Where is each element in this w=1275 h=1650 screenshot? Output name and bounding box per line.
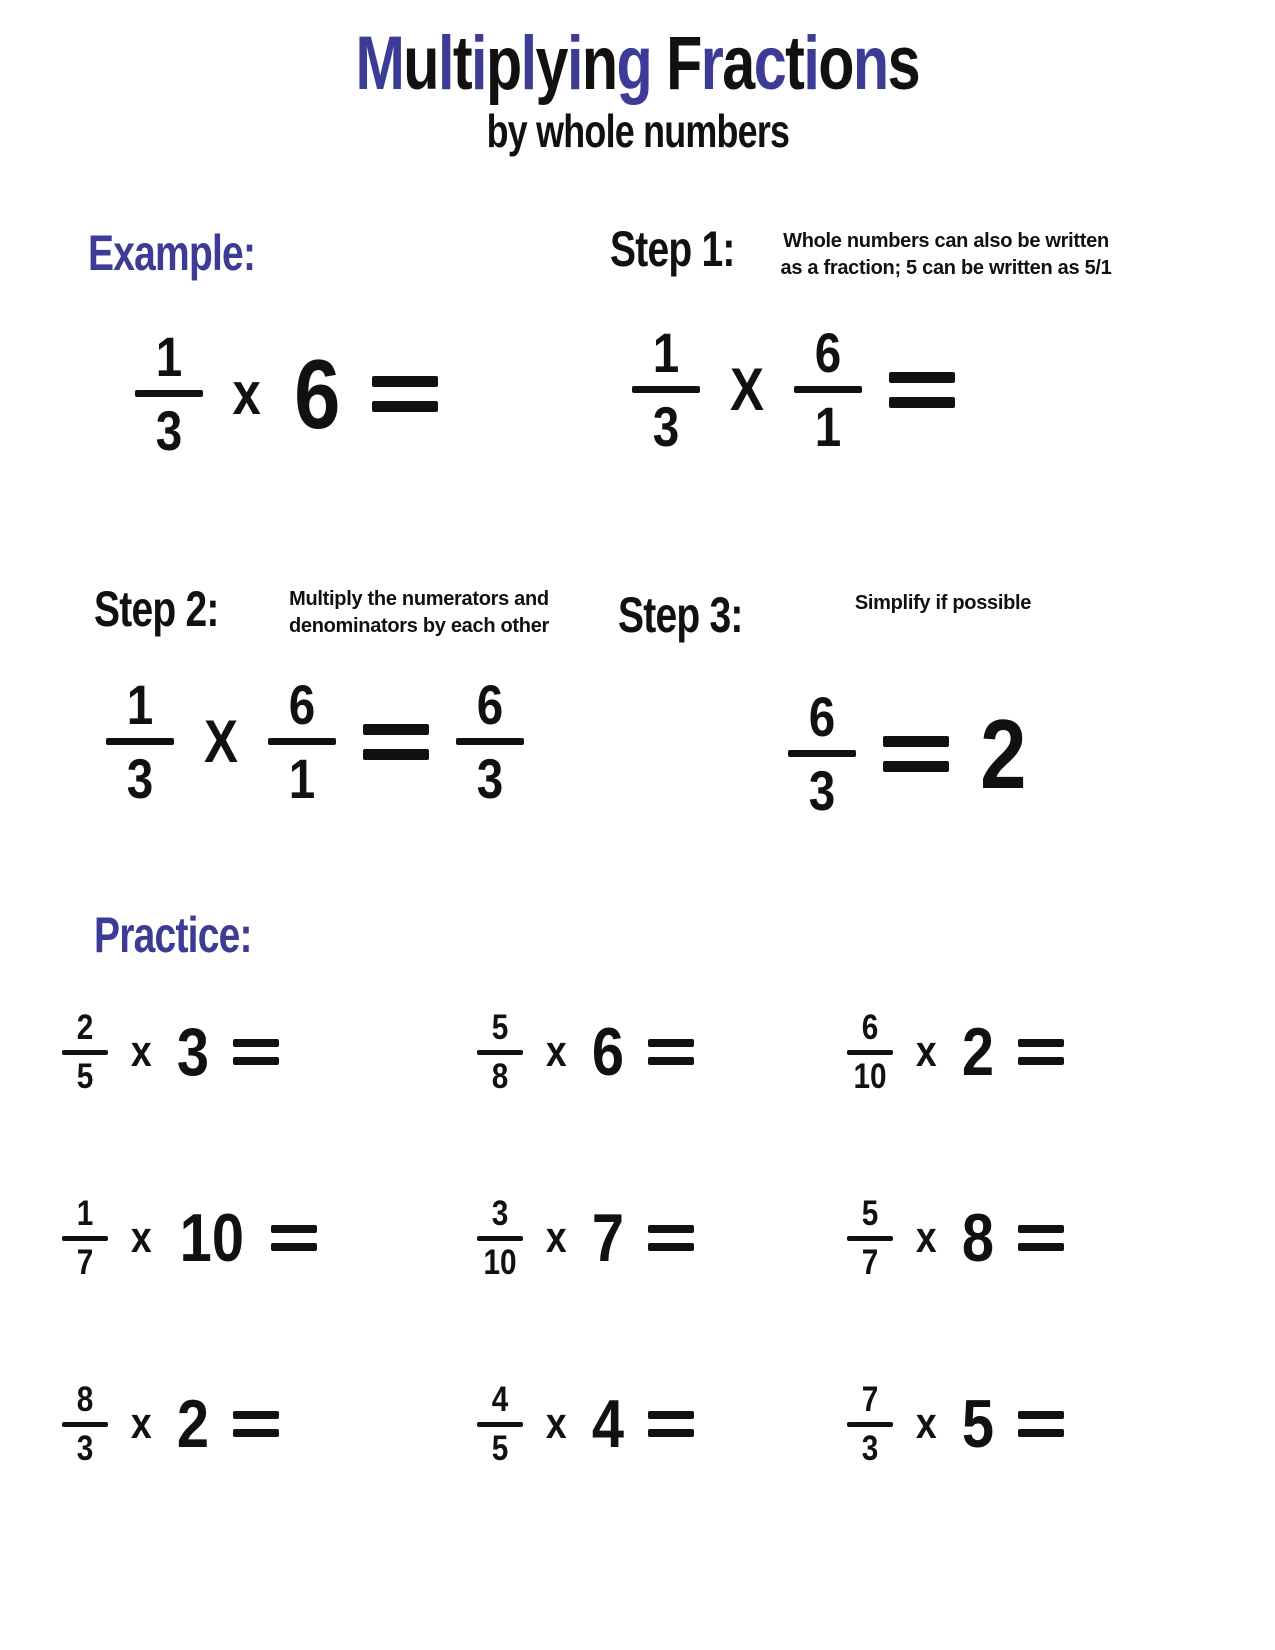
practice-problem (62, 1379, 477, 1468)
fraction (135, 325, 203, 463)
fraction-bar (62, 1050, 108, 1055)
title-letter: i (803, 21, 819, 106)
multiply-operator: X (204, 707, 239, 775)
fraction-bar (477, 1050, 523, 1055)
fraction-bar (477, 1422, 523, 1427)
fraction-numerator: 6 (861, 1007, 879, 1047)
step2-note (278, 586, 560, 640)
whole-number: 6 (592, 1014, 625, 1090)
whole-number: 4 (592, 1386, 625, 1462)
fraction-bar (62, 1422, 108, 1427)
fraction-denominator: 1 (288, 747, 316, 811)
fraction-denominator: 3 (861, 1428, 879, 1468)
fraction-bar (632, 386, 700, 393)
fraction-numerator: 5 (491, 1007, 509, 1047)
step3-note: Simplify if possible (854, 592, 1032, 614)
title-letter: M (355, 21, 404, 106)
fraction (62, 1193, 108, 1282)
fraction-numerator: 6 (476, 673, 504, 736)
fraction (268, 673, 336, 811)
title-letter: l (438, 21, 454, 106)
fraction-denominator: 10 (853, 1056, 887, 1096)
fraction (794, 321, 862, 459)
equals-sign (363, 724, 429, 760)
fraction-denominator: 5 (76, 1056, 94, 1096)
fraction-denominator: 8 (491, 1056, 509, 1096)
fraction (477, 1193, 523, 1282)
fraction-numerator: 1 (76, 1193, 94, 1233)
title-letter: i (471, 21, 487, 106)
multiply-operator: x (130, 1213, 152, 1262)
practice-problem (847, 1379, 1064, 1468)
practice-grid (62, 996, 1064, 1480)
multiply-operator: x (915, 1399, 937, 1448)
fraction-numerator: 1 (155, 325, 183, 388)
step1-heading: Step 1: (610, 221, 735, 277)
multiply-operator: X (730, 355, 765, 423)
page-subtitle: by whole numbers (486, 105, 789, 157)
fraction-bar (477, 1236, 523, 1241)
practice-problem (62, 1193, 477, 1282)
title-block (0, 21, 1275, 157)
fraction (62, 1379, 108, 1468)
title-letter: F (666, 21, 702, 106)
title-letter: t (785, 21, 804, 106)
fraction-denominator: 3 (126, 747, 154, 811)
step3-equation (788, 685, 1031, 823)
equals-sign (889, 372, 955, 408)
fraction-denominator: 5 (491, 1428, 509, 1468)
fraction-bar (847, 1236, 893, 1241)
fraction-bar (62, 1236, 108, 1241)
title-letter: r (701, 21, 723, 106)
fraction-bar (268, 738, 336, 745)
title-line (0, 21, 1275, 106)
whole-number: 8 (962, 1200, 995, 1276)
fraction-denominator: 3 (155, 399, 183, 463)
example-equation (135, 325, 438, 463)
equals-sign (648, 1411, 694, 1437)
whole-number: 5 (962, 1386, 995, 1462)
fraction (62, 1007, 108, 1096)
equals-sign (233, 1411, 279, 1437)
equals-sign (233, 1039, 279, 1065)
fraction-numerator: 6 (808, 685, 836, 748)
fraction-numerator: 8 (76, 1379, 94, 1419)
fraction-bar (788, 750, 856, 757)
fraction-bar (135, 390, 203, 397)
step2-note-line1: Multiply the numerators and (289, 588, 549, 610)
title-letter: y (535, 21, 568, 106)
title-letter: u (403, 21, 439, 106)
multiply-operator: x (232, 359, 261, 427)
step1-note-line1: Whole numbers can also be written (783, 230, 1109, 252)
title-letter: i (567, 21, 583, 106)
fraction (477, 1007, 523, 1096)
title-letter: t (453, 21, 472, 106)
example-heading: Example: (88, 225, 256, 281)
equals-sign (883, 736, 949, 772)
step1-note (760, 228, 1132, 282)
equals-sign (372, 376, 438, 412)
title-letter: a (722, 21, 754, 106)
equals-sign (648, 1225, 694, 1251)
step1-note-line2: as a fraction; 5 can be written as 5/1 (780, 257, 1112, 279)
whole-number: 2 (962, 1014, 995, 1090)
title-letter: s (887, 21, 920, 106)
title-letter: g (616, 21, 652, 106)
multiply-operator: x (915, 1027, 937, 1076)
multiply-operator: x (545, 1027, 567, 1076)
step2-note-line2: denominators by each other (288, 615, 550, 637)
practice-problem (477, 1007, 847, 1096)
whole-number: 6 (294, 338, 341, 449)
equals-sign (1018, 1039, 1064, 1065)
fraction-denominator: 3 (808, 759, 836, 823)
fraction-numerator: 6 (288, 673, 316, 736)
title-letter: o (818, 21, 854, 106)
fraction-numerator: 5 (861, 1193, 879, 1233)
fraction-numerator: 6 (814, 321, 842, 384)
fraction-denominator: 1 (814, 395, 842, 459)
fraction (847, 1379, 893, 1468)
whole-number: 2 (177, 1386, 210, 1462)
fraction-bar (794, 386, 862, 393)
fraction-denominator: 3 (476, 747, 504, 811)
result-whole-number: 2 (980, 698, 1027, 809)
step3-heading: Step 3: (618, 587, 743, 643)
equals-sign (1018, 1225, 1064, 1251)
multiply-operator: x (130, 1027, 152, 1076)
fraction-bar (106, 738, 174, 745)
result-fraction (456, 673, 524, 811)
multiply-operator: x (545, 1213, 567, 1262)
fraction (847, 1007, 893, 1096)
fraction (847, 1193, 893, 1282)
fraction-numerator: 4 (491, 1379, 509, 1419)
practice-problem (477, 1379, 847, 1468)
fraction-denominator: 7 (76, 1242, 94, 1282)
page-title (355, 21, 920, 106)
fraction-denominator: 3 (652, 395, 680, 459)
fraction-numerator: 1 (652, 321, 680, 384)
fraction (477, 1379, 523, 1468)
multiply-operator: x (545, 1399, 567, 1448)
practice-problem (847, 1007, 1064, 1096)
whole-number: 3 (177, 1014, 210, 1090)
whole-number: 10 (180, 1200, 245, 1276)
equals-sign (271, 1225, 317, 1251)
equals-sign (648, 1039, 694, 1065)
title-letter: l (520, 21, 536, 106)
fraction-numerator: 1 (126, 673, 154, 736)
fraction-denominator: 7 (861, 1242, 879, 1282)
page-subtitle-line (0, 106, 1275, 157)
fraction-numerator: 7 (861, 1379, 879, 1419)
multiply-operator: x (130, 1399, 152, 1448)
fraction-bar (456, 738, 524, 745)
fraction-numerator: 2 (76, 1007, 94, 1047)
fraction-denominator: 3 (76, 1428, 94, 1468)
fraction-bar (847, 1050, 893, 1055)
step1-equation (632, 321, 955, 459)
fraction-bar (847, 1422, 893, 1427)
fraction-numerator: 3 (491, 1193, 509, 1233)
practice-problem (847, 1193, 1064, 1282)
title-letter: n (582, 21, 617, 106)
title-letter: c (753, 21, 786, 106)
fraction (788, 685, 856, 823)
practice-problem (62, 1007, 477, 1096)
step2-equation (106, 673, 524, 811)
equals-sign (1018, 1411, 1064, 1437)
title-letter: n (853, 21, 888, 106)
practice-heading: Practice: (94, 907, 252, 963)
title-letter (651, 21, 666, 106)
fraction-denominator: 10 (483, 1242, 517, 1282)
step2-heading: Step 2: (94, 581, 219, 637)
title-letter: p (486, 21, 521, 106)
whole-number: 7 (592, 1200, 625, 1276)
multiply-operator: x (915, 1213, 937, 1262)
practice-problem (477, 1193, 847, 1282)
fraction (106, 673, 174, 811)
fraction (632, 321, 700, 459)
